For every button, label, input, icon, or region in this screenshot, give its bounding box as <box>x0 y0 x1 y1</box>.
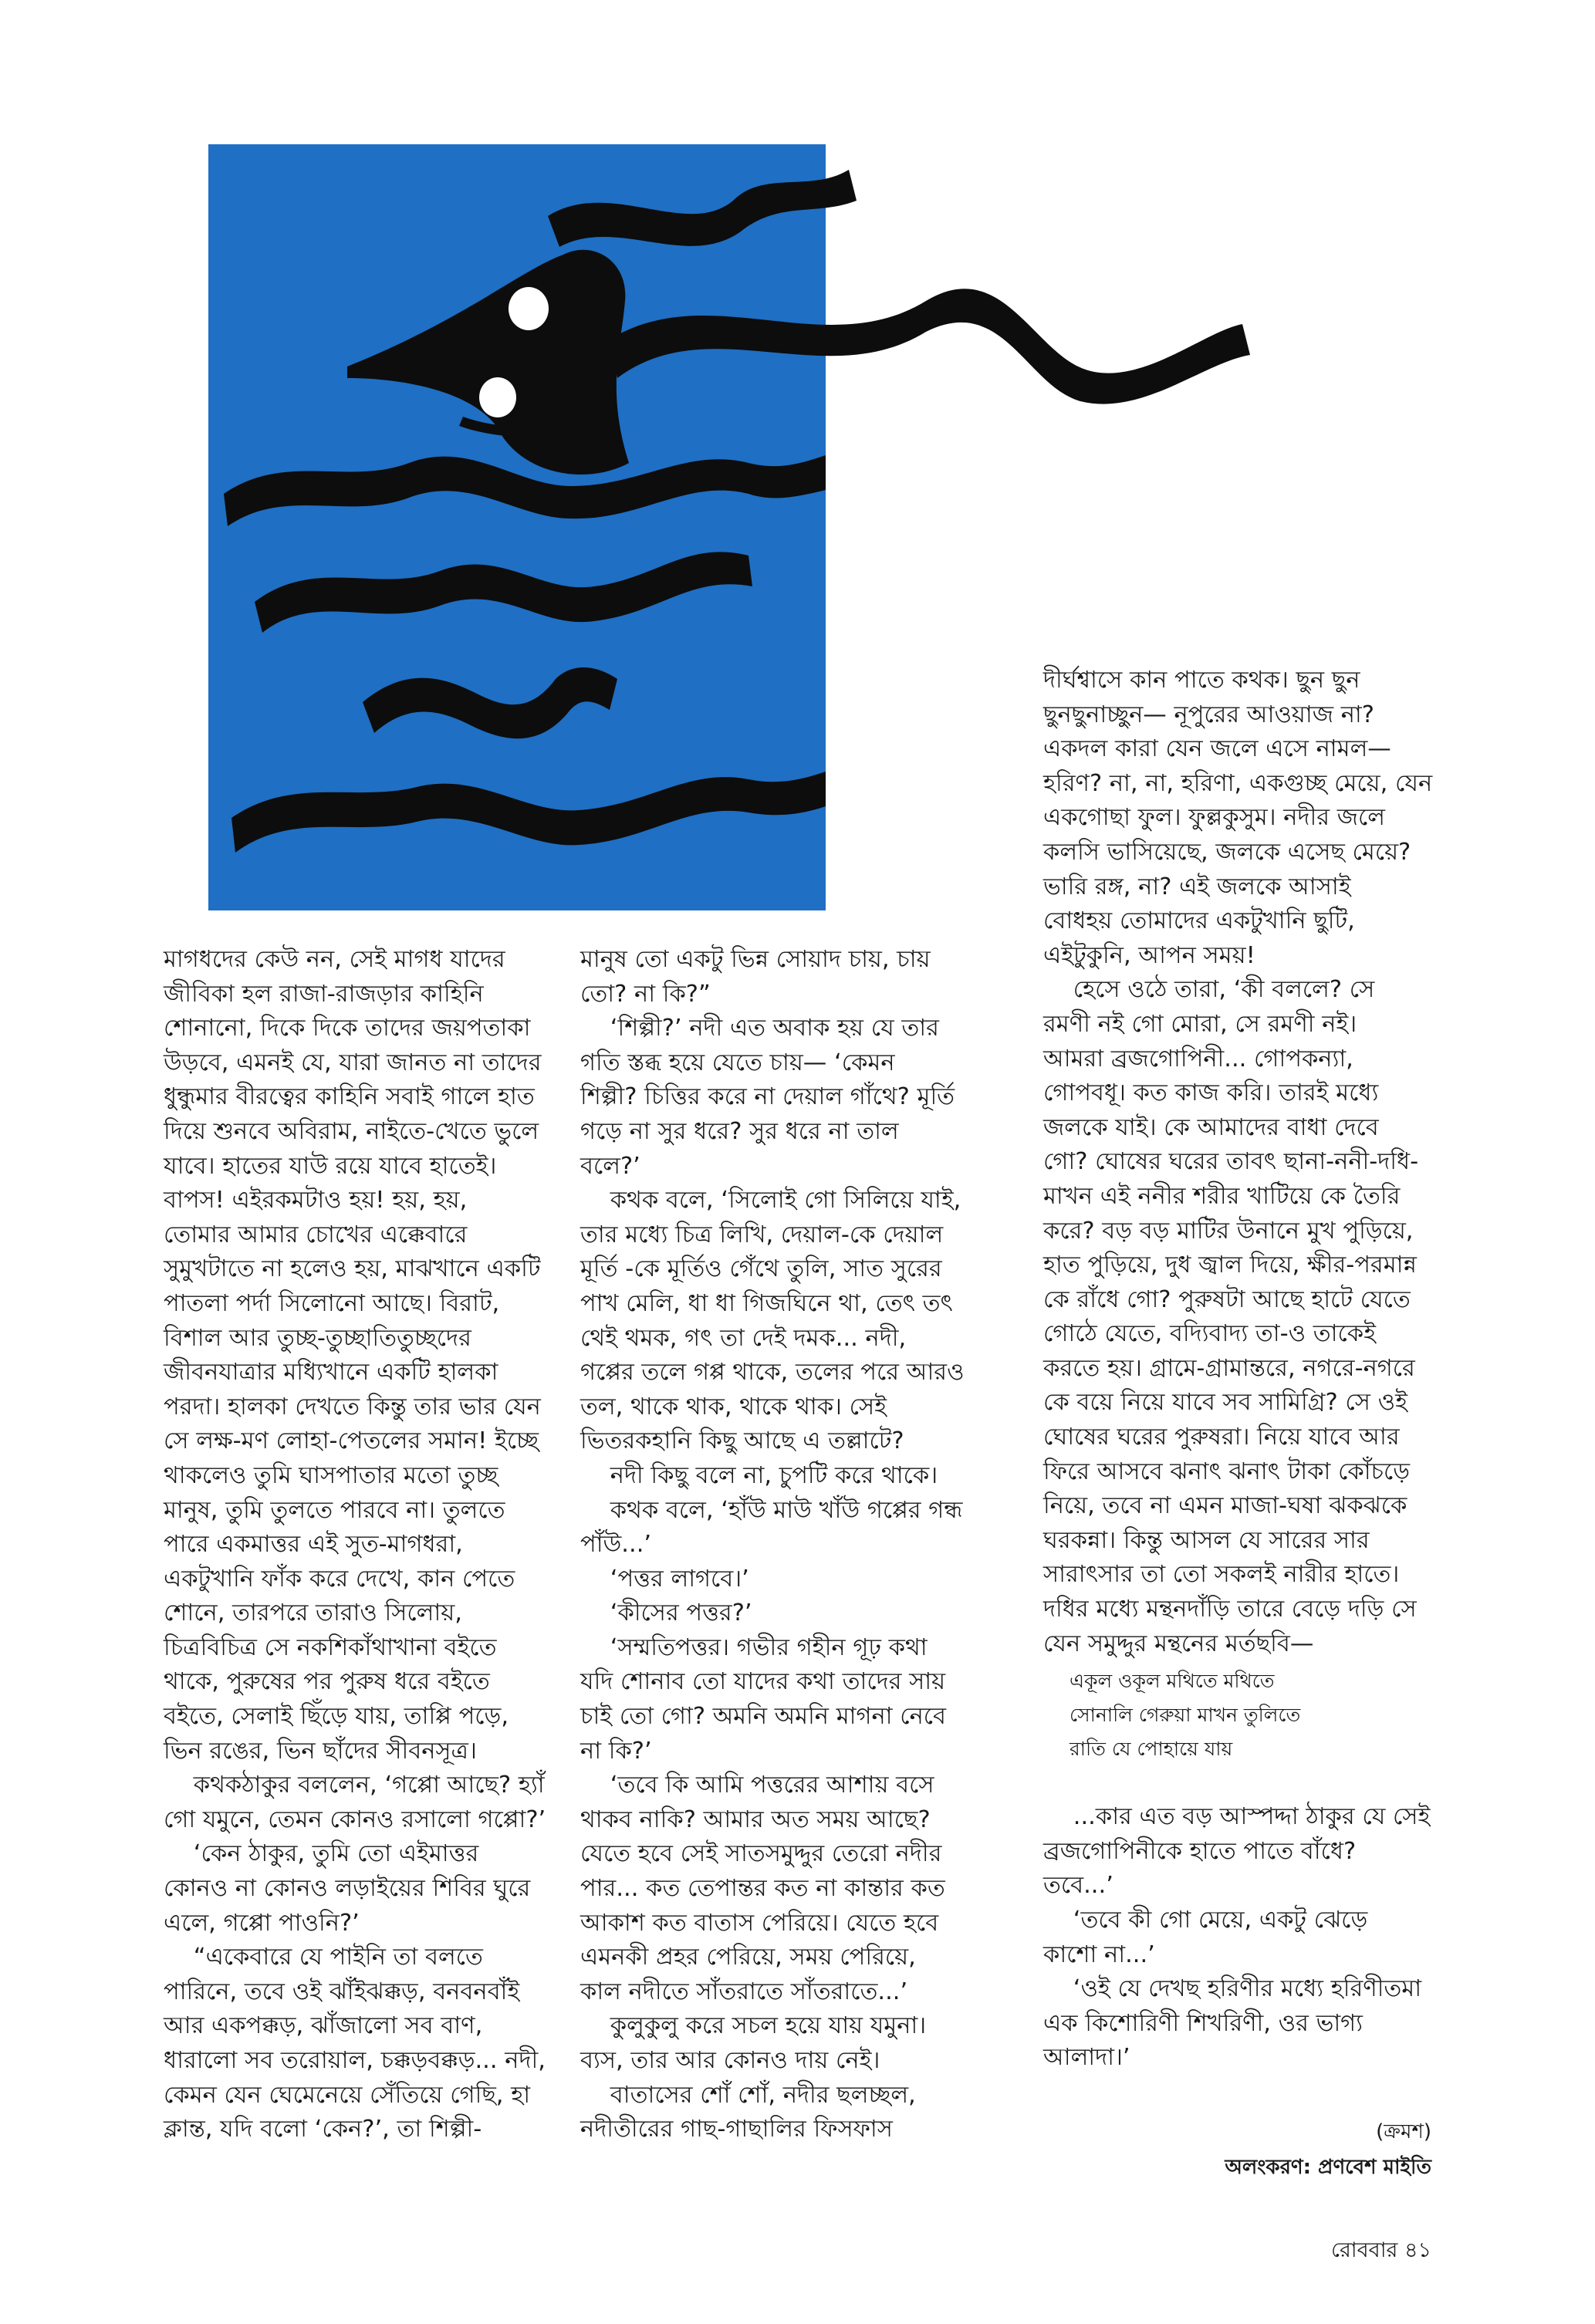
article-line: গো? ঘোষের ঘরের তাবৎ ছানা-ননী-দধি- <box>1043 1148 1419 1176</box>
article-line: সুমুখটাতে না হলেও হয়, মাঝখানে একটি <box>164 1255 541 1283</box>
article-line: কথক বলে, ‘সিলোই গো সিলিয়ে যাই, <box>580 1187 961 1214</box>
article-line: তল, থাকে থাক, থাকে থাক। সেই <box>580 1393 887 1420</box>
article-line: নিয়ে, তবে না এমন মাজা-ঘষা ঝকঝকে <box>1043 1492 1407 1520</box>
article-line: এইটুকুনি, আপন সময়! <box>1043 941 1255 969</box>
article-line: শোনে, তারপরে তারাও সিলোয়, <box>164 1599 462 1627</box>
article-line: এক কিশোরিণী শিখরিণী, ওর ভাগ্য <box>1043 2009 1363 2037</box>
article-line: দিয়ে শুনবে অবিরাম, নাইতে-খেতে ভুলে <box>164 1117 539 1145</box>
article-line: গড়ে না সুর ধরে? সুর ধরে না তাল <box>580 1117 899 1145</box>
article-line: গপ্পের তলে গপ্প থাকে, তলের পরে আরও <box>580 1359 965 1387</box>
article-line: ভারি রঙ্গ, না? এই জলকে আসাই <box>1043 873 1351 900</box>
article-line: শিল্পী? চিত্তির করে না দেয়াল গাঁথে? মূর্তি <box>580 1083 955 1111</box>
article-line: থাকলেও তুমি ঘাসপাতার মতো তুচ্ছ <box>164 1461 498 1489</box>
article-line: যেতে হবে সেই সাতসমুদ্দুর তেরো নদীর <box>580 1840 942 1868</box>
article-line: ...কার এত বড় আস্পদ্দা ঠাকুর যে সেই <box>1043 1803 1431 1831</box>
article-line: আমরা ব্রজগোপিনী... গোপকন্যা, <box>1043 1045 1353 1072</box>
article-line: দধির মধ্যে মন্থনদাঁড়ি তারে বেড়ে দড়ি সে <box>1043 1596 1417 1623</box>
article-line: যেন সমুদ্দুর মন্থনের মর্তছবি— <box>1043 1630 1314 1657</box>
article-line: ঘরকন্না। কিন্তু আসল যে সারের সার <box>1043 1526 1370 1554</box>
article-line: শোনানো, দিকে দিকে তাদের জয়পতাকা <box>164 1015 531 1042</box>
article-line: মূর্তি -কে মূর্তিও গেঁথে তুলি, সাত সুরের <box>580 1255 942 1283</box>
article-column-3 <box>1043 664 1452 2076</box>
article-line: ভিতরকহানি কিছু আছে এ তল্লাটে? <box>580 1427 904 1455</box>
article-line: কোনও না কোনও লড়াইয়ের শিবির ঘুরে <box>164 1875 531 1903</box>
article-line: দীর্ঘশ্বাসে কান পাতে কথক। ছুন ছুন <box>1043 667 1360 694</box>
article-line: সারাৎসার তা তো সকলই নারীর হাতে। <box>1043 1561 1400 1589</box>
article-line: না কি?’ <box>580 1737 652 1765</box>
article-line: রমণী নই গো মোরা, সে রমণী নই। <box>1043 1010 1357 1038</box>
article-line: কলসি ভাসিয়েছে, জলকে এসেছ মেয়ে? <box>1043 838 1411 866</box>
article-line: ‘কেন ঠাকুর, তুমি তো এইমাত্তর <box>164 1840 479 1868</box>
article-column-2 <box>580 943 982 2147</box>
snake-eye-lower <box>479 377 516 417</box>
article-line: ধারালো সব তরোয়াল, চক্কড়বক্কড়... নদী, <box>164 2047 546 2074</box>
article-line: কথক বলে, ‘হাঁউ মাউ খাঁউ গপ্পের গন্ধ <box>580 1496 963 1524</box>
article-line: নদীতীরের গাছ-গাছালির ফিসফাস <box>580 2116 893 2143</box>
article-line: একদল কারা যেন জলে এসে নামল— <box>1043 735 1391 763</box>
article-line: গতি স্তব্ধ হয়ে যেতে চায়— ‘কেমন <box>580 1049 895 1076</box>
article-line: কেমন যেন ঘেমেনেয়ে সেঁতিয়ে গেছি, হা <box>164 2081 531 2109</box>
article-line: ব্যস, তার আর কোনও দায় নেই। <box>580 2047 880 2074</box>
article-line: জীবনযাত্রার মধ্যিখানে একটি হালকা <box>164 1359 498 1387</box>
article-line: যাবে। হাতের যাউ রয়ে যাবে হাতেই। <box>164 1152 497 1180</box>
article-line: বইতে, সেলাই ছিঁড়ে যায়, তাপ্পি পড়ে, <box>164 1703 509 1731</box>
article-line: ঘোষের ঘরের পুরুষরা। নিয়ে যাবে আর <box>1043 1424 1400 1451</box>
article-line: করে? বড় বড় মাটির উনানে মুখ পুড়িয়ে, <box>1043 1217 1414 1245</box>
article-line: কে বয়ে নিয়ে যাবে সব সামিগ্রি? সে ওই <box>1043 1389 1407 1417</box>
article-line: নদী কিছু বলে না, চুপটি করে থাকে। <box>580 1461 938 1489</box>
article-line: জীবিকা হল রাজা-রাজড়ার কাহিনি <box>164 980 484 1008</box>
article-line: পাতলা পর্দা সিলোনো আছে। বিরাট, <box>164 1289 500 1317</box>
article-line: ‘ওই যে দেখছ হরিণীর মধ্যে হরিণীতমা <box>1043 1975 1422 2003</box>
article-line: হরিণ? না, না, হরিণা, একগুচ্ছ মেয়ে, যেন <box>1043 769 1433 797</box>
article-line: ভিন রঙের, ভিন ছাঁদের সীবনসূত্র। <box>164 1737 477 1765</box>
article-line: ‘শিল্পী?’ নদী এত অবাক হয় যে তার <box>580 1015 939 1042</box>
article-line: ‘কীসের পত্তর?’ <box>580 1599 752 1627</box>
article-line: তোমার আমার চোখের এক্কেবারে <box>164 1221 468 1248</box>
article-line: থেই থমক, গৎ তা দেই দমক... নদী, <box>580 1324 907 1352</box>
article-line: সে লক্ষ-মণ লোহা-পেতলের সমান! ইচ্ছে <box>164 1427 539 1455</box>
article-line: ব্রজগোপিনীকে হাতে পাতে বাঁধে? <box>1043 1837 1357 1865</box>
article-line: ‘পত্তর লাগবে।’ <box>580 1565 749 1593</box>
article-line: যদি শোনাব তো যাদের কথা তাদের সায় <box>580 1668 946 1696</box>
article-line: ক্লান্ত, যদি বলো ‘কেন?’, তা শিল্পী- <box>164 2116 482 2143</box>
article-line: আলাদা।’ <box>1043 2044 1130 2072</box>
article-line: ছুনছুনাচ্ছুন— নূপুরের আওয়াজ না? <box>1043 701 1374 728</box>
article-line: আর একপক্কড়, ঝাঁজালো সব বাণ, <box>164 2012 483 2040</box>
article-line: একটুখানি ফাঁক করে দেখে, কান পেতে <box>164 1565 515 1593</box>
article-line: কাল নদীতে সাঁতরাতে সাঁতরাতে...’ <box>580 1978 908 2005</box>
article-line: ‘সম্মতিপত্তর। গভীর গহীন গূঢ় কথা <box>580 1633 928 1661</box>
article-line: গোঠে যেতে, বদ্যিবাদ্য তা-ও তাকেই <box>1043 1320 1376 1348</box>
article-line: আকাশ কত বাতাস পেরিয়ে। যেতে হবে <box>580 1909 939 1937</box>
snake-eye-upper <box>509 287 549 330</box>
article-line: পরদা। হালকা দেখতে কিন্তু তার ভার যেন <box>164 1393 541 1420</box>
article-line: মানুষ, তুমি তুলতে পারবে না। তুলতে <box>164 1496 505 1524</box>
article-line: পাখ মেলি, ধা ধা গিজঘিনে থা, তেৎ তৎ <box>580 1289 953 1317</box>
article-line: চিত্রবিচিত্র সে নকশিকাঁথাখানা বইতে <box>164 1633 497 1661</box>
article-line: তার মধ্যে চিত্র লিখি, দেয়াল-কে দেয়াল <box>580 1221 944 1248</box>
article-line: কাশো না...’ <box>1043 1941 1155 1968</box>
article-line: পার... কত তেপান্তর কত না কান্তার কত <box>580 1875 945 1903</box>
credit-block <box>1225 2114 1431 2185</box>
article-line: বিশাল আর তুচ্ছ-তুচ্ছাতিতুচ্ছদের <box>164 1324 471 1352</box>
article-line: বলে?’ <box>580 1152 640 1180</box>
article-line: গোপবধূ। কত কাজ করি। তারই মধ্যে <box>1043 1079 1379 1107</box>
article-line: করতে হয়। গ্রামে-গ্রামান্তরে, নগরে-নগরে <box>1043 1354 1415 1382</box>
article-line: বাতাসের শোঁ শোঁ, নদীর ছলচ্ছল, <box>580 2081 916 2109</box>
article-line: হাত পুড়িয়ে, দুধ জ্বাল দিয়ে, ক্ষীর-পরমান্ন <box>1043 1252 1417 1279</box>
continued-note: (ক্রমশ) <box>1376 2120 1431 2143</box>
verse-block <box>1070 1664 1452 1766</box>
article-line: এমনকী প্রহর পেরিয়ে, সময় পেরিয়ে, <box>580 1944 916 1971</box>
article-line: ‘তবে কী গো মেয়ে, একটু ঝেড়ে <box>1043 1907 1368 1934</box>
article-line: জলকে যাই। কে আমাদের বাধা দেবে <box>1043 1113 1379 1141</box>
article-line: মাখন এই ননীর শরীর খাটিয়ে কে তৈরি <box>1043 1182 1401 1210</box>
article-line: ধুন্ধুমার বীরত্বের কাহিনি সবাই গালে হাত <box>164 1083 535 1111</box>
verse-line: রাতি যে পোহায়ে যায় <box>1070 1738 1233 1761</box>
article-line: ফিরে আসবে ঝনাৎ ঝনাৎ টাকা কোঁচড়ে <box>1043 1458 1411 1485</box>
article-line: উড়বে, এমনই যে, যারা জানত না তাদের <box>164 1049 542 1076</box>
article-line: হেসে ওঠে তারা, ‘কী বললে? সে <box>1043 976 1375 1004</box>
article-line: ‘তবে কি আমি পত্তরের আশায় বসে <box>580 1772 934 1799</box>
article-line: তবে...’ <box>1043 1872 1113 1900</box>
article-line: পারে একমাত্তর এই সুত-মাগধরা, <box>164 1531 463 1559</box>
article-line: বাপস! এইরকমটাও হয়! হয়, হয়, <box>164 1187 468 1214</box>
article-line: কুলুকুলু করে সচল হয়ে যায় যমুনা। <box>580 2012 927 2040</box>
article-line: বোধহয় তোমাদের একটুখানি ছুটি, <box>1043 907 1355 935</box>
article-line: মাগধদের কেউ নন, সেই মাগধ যাদের <box>164 946 505 973</box>
article-line: গো যমুনে, তেমন কোনও রসালো গপ্পো?’ <box>164 1805 546 1833</box>
article-column-1 <box>164 943 546 2147</box>
article-line: পাঁউ...’ <box>580 1531 652 1559</box>
article-line: কথকঠাকুর বললেন, ‘গপ্পো আছে? হ্যাঁ <box>164 1772 545 1799</box>
article-line: কে রাঁধে গো? পুরুষটা আছে হাটে যেতে <box>1043 1285 1411 1313</box>
article-line: তো? না কি?” <box>580 980 711 1008</box>
article-line: চাই তো গো? অমনি অমনি মাগনা নেবে <box>580 1703 947 1731</box>
article-line: মানুষ তো একটু ভিন্ন সোয়াদ চায়, চায় <box>580 946 931 973</box>
article-line: থাকব নাকি? আমার অত সময় আছে? <box>580 1805 931 1833</box>
verse-line: একূল ওকূল মথিতে মথিতে <box>1070 1670 1275 1693</box>
article-line: এলে, গপ্পো পাওনি?’ <box>164 1909 360 1937</box>
article-line: “একেবারে যে পাইনি তা বলতে <box>164 1944 483 1971</box>
article-line: থাকে, পুরুষের পর পুরুষ ধরে বইতে <box>164 1668 490 1696</box>
article-line: একগোছা ফুল। ফুল্লকুসুম। নদীর জলে <box>1043 804 1385 832</box>
illustration-credit: অলংকরণ: প্রণবেশ মাইতি <box>1225 2156 1431 2179</box>
verse-line: সোনালি গেরুয়া মাখন তুলিতে <box>1070 1704 1301 1727</box>
article-line: পারিনে, তবে ওই ঝাঁইঝক্কড়, বনবনবাঁই <box>164 1978 520 2005</box>
page-footer: রোববার ৪১ <box>1331 2238 1431 2262</box>
